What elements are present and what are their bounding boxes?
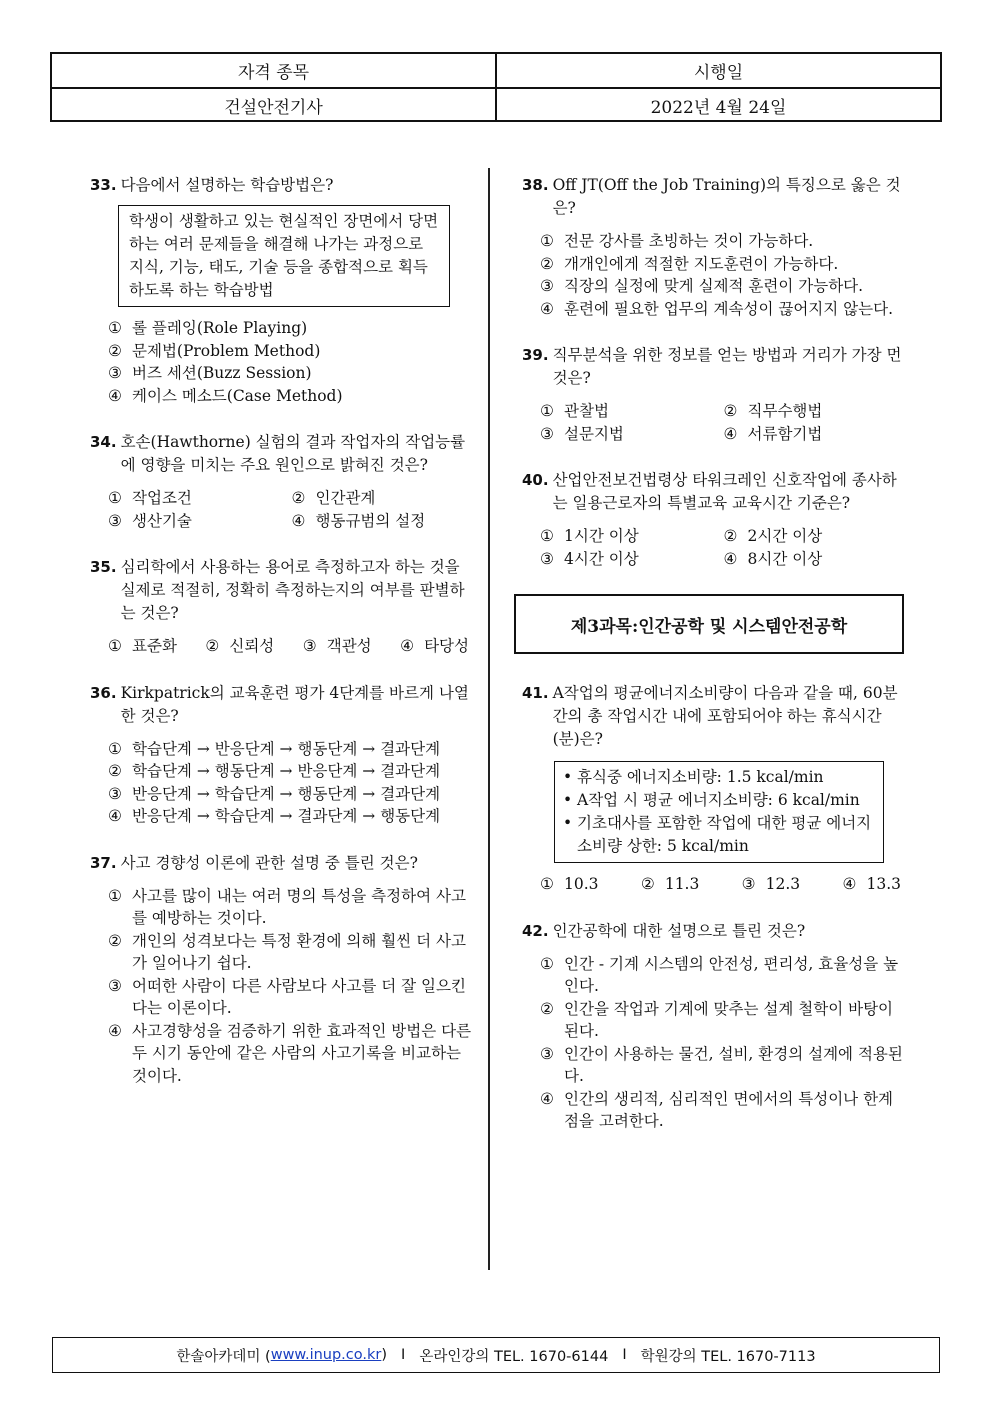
option[interactable]: ④ 13.3: [842, 875, 901, 893]
question-40: [522, 469, 907, 570]
option[interactable]: ④ 훈련에 필요한 업무의 계속성이 끊어지지 않는다.: [540, 299, 894, 318]
option[interactable]: ① 작업조건: [108, 489, 192, 507]
question-number: 34.: [90, 433, 117, 451]
question-text: Off JT(Off the Job Training)의 특징으로 옳은 것은?: [552, 176, 901, 217]
option[interactable]: ① 표준화: [108, 637, 177, 655]
option[interactable]: ② 학습단계 → 행동단계 → 반응단계 → 결과단계: [108, 762, 441, 780]
option[interactable]: ④ 인간의 생리적, 심리적인 면에서의 특성이나 한계점을 고려한다.: [540, 1089, 894, 1130]
option[interactable]: ② 직무수행법: [723, 402, 823, 420]
question-text: 사고 경향성 이론에 관한 설명 중 틀린 것은?: [120, 853, 418, 872]
question-text: 인간공학에 대한 설명으로 틀린 것은?: [552, 921, 806, 940]
options: [522, 230, 907, 320]
question-34: [90, 431, 475, 532]
options: [522, 400, 907, 445]
header-date-value: 2022년 4월 24일: [495, 89, 940, 122]
box-bullet: • A작업 시 평균 에너지소비량: 6 kcal/min: [563, 791, 860, 809]
header-subject-label: 자격 종목: [237, 63, 310, 83]
option[interactable]: ① 전문 강사를 초빙하는 것이 가능하다.: [540, 232, 814, 250]
options: [522, 873, 907, 896]
footer-academy: 한솔아카데미 (: [176, 1348, 271, 1365]
option[interactable]: ① 롤 플레잉(Role Playing): [108, 319, 308, 337]
question-number: 36.: [90, 683, 117, 702]
footer-website-link[interactable]: www.inup.co.kr: [270, 1347, 382, 1363]
question-38: [522, 174, 907, 320]
option[interactable]: ④ 타당성: [400, 637, 469, 655]
box-bullet: • 기초대사를 포함한 작업에 대한 평균 에너지소비량 상한: 5 kcal/min: [563, 814, 872, 855]
option[interactable]: ③ 설문지법: [540, 424, 624, 443]
option[interactable]: ① 인간 - 기계 시스템의 안전성, 편리성, 효율성을 높인다.: [540, 954, 899, 995]
question-37: [90, 852, 475, 1088]
option[interactable]: ① 학습단계 → 반응단계 → 행동단계 → 결과단계: [108, 739, 441, 758]
option[interactable]: ④ 8시간 이상: [723, 549, 823, 568]
footer-separator: I: [401, 1347, 406, 1363]
right-column: [522, 174, 907, 1157]
options: [90, 635, 475, 658]
question-text: 심리학에서 사용하는 용어로 측정하고자 하는 것을 실제로 적절히, 정확히 측정하는지의 여부를 판별하는 것은?: [120, 558, 465, 622]
option[interactable]: ② 11.3: [640, 875, 700, 893]
question-36: [90, 682, 475, 828]
option[interactable]: ③ 12.3: [741, 875, 801, 893]
question-text: A작업의 평균에너지소비량이 다음과 같을 때, 60분간의 총 작업시간 내에 포함되어야 하는 휴식시간(분)은?: [552, 684, 898, 748]
header-table: [50, 52, 942, 122]
options: [90, 317, 475, 407]
question-35: [90, 556, 475, 658]
left-column: [90, 174, 475, 1111]
options: [90, 487, 475, 532]
option[interactable]: ② 개인의 성격보다는 특정 환경에 의해 훨씬 더 사고가 일어나기 쉽다.: [108, 931, 466, 972]
option[interactable]: ② 개개인에게 적절한 지도훈련이 가능하다.: [540, 254, 839, 273]
option[interactable]: ④ 행동규범의 설정: [291, 511, 426, 530]
question-text: 호손(Hawthorne) 실험의 결과 작업자의 작업능률에 영향을 미치는 주요 원인으로 밝혀진 것은?: [120, 433, 466, 474]
option[interactable]: ② 인간관계: [291, 489, 376, 507]
section-title: 제3과목:인간공학 및 시스템안전공학: [514, 594, 904, 654]
option[interactable]: ③ 객관성: [302, 637, 372, 655]
box-bullet: • 휴식중 에너지소비량: 1.5 kcal/min: [563, 768, 824, 786]
option[interactable]: ① 10.3: [540, 875, 599, 893]
question-text: 다음에서 설명하는 학습방법은?: [120, 176, 334, 194]
footer-online-phone: 온라인강의 TEL. 1670-6144: [419, 1348, 609, 1365]
question-41: [522, 682, 907, 896]
option[interactable]: ③ 직장의 실정에 맞게 실제적 훈련이 가능하다.: [540, 277, 864, 295]
question-42: [522, 920, 907, 1133]
question-text: 산업안전보건법령상 타워크레인 신호작업에 종사하는 일용근로자의 특별교육 교육시간 기준은?: [552, 471, 897, 512]
option[interactable]: ② 신뢰성: [205, 637, 275, 655]
footer-offline-phone: 학원강의 TEL. 1670-7113: [640, 1348, 816, 1365]
question-number: 42.: [522, 921, 549, 940]
question-33: [90, 174, 475, 407]
options: [90, 738, 475, 828]
option[interactable]: ④ 사고경향성을 검증하기 위한 효과적인 방법은 다른 두 시기 동안에 같은 사람의 사고기록을 비교하는 것이다.: [108, 1021, 472, 1085]
option[interactable]: ④ 케이스 메소드(Case Method): [108, 386, 343, 405]
question-box: 학생이 생활하고 있는 현실적인 장면에서 당면하는 여러 문제들을 해결해 나가는 과정으로 지식, 기능, 태도, 기술 등을 종합적으로 획득하도록 하는 학습방법: [118, 205, 450, 307]
option[interactable]: ③ 버즈 세션(Buzz Session): [108, 364, 312, 382]
footer-separator: I: [622, 1347, 627, 1363]
option[interactable]: ③ 어떠한 사람이 다른 사람보다 사고를 더 잘 일으킨다는 이론이다.: [108, 976, 466, 1017]
options: [522, 525, 907, 570]
question-number: 38.: [522, 176, 549, 194]
options: [90, 885, 475, 1088]
option[interactable]: ① 사고를 많이 내는 여러 명의 특성을 측정하여 사고를 예방하는 것이다.: [108, 886, 466, 927]
option[interactable]: ① 1시간 이상: [540, 527, 639, 545]
question-text: Kirkpatrick의 교육훈련 평가 4단계를 바르게 나열한 것은?: [120, 683, 469, 725]
option[interactable]: ② 인간을 작업과 기계에 맞추는 설계 철학이 바탕이 된다.: [540, 999, 894, 1040]
question-number: 39.: [522, 346, 549, 364]
question-number: 35.: [90, 558, 117, 576]
header-date-label: 시행일: [495, 54, 940, 87]
question-39: [522, 344, 907, 445]
option[interactable]: ④ 서류함기법: [723, 424, 823, 443]
option[interactable]: ④ 반응단계 → 학습단계 → 결과단계 → 행동단계: [108, 807, 441, 825]
question-number: 33.: [90, 176, 117, 194]
option[interactable]: ③ 4시간 이상: [540, 549, 639, 568]
option[interactable]: ③ 생산기술: [108, 511, 192, 530]
question-number: 41.: [522, 684, 549, 702]
option[interactable]: ③ 반응단계 → 학습단계 → 행동단계 → 결과단계: [108, 784, 441, 803]
question-number: 37.: [90, 853, 117, 872]
footer-academy-close: ): [381, 1347, 388, 1363]
option[interactable]: ③ 인간이 사용하는 물건, 설비, 환경의 설계에 적용된다.: [540, 1044, 903, 1085]
options: [522, 953, 907, 1133]
footer: [52, 1337, 940, 1373]
question-text: 직무분석을 위한 정보를 얻는 방법과 거리가 가장 먼 것은?: [552, 346, 902, 387]
header-subject-value: 건설안전기사: [224, 98, 323, 118]
question-number: 40.: [522, 471, 549, 489]
option[interactable]: ② 문제법(Problem Method): [108, 341, 321, 360]
question-box: [554, 761, 884, 863]
option[interactable]: ① 관찰법: [540, 402, 609, 420]
option[interactable]: ② 2시간 이상: [723, 527, 823, 545]
column-divider: [488, 168, 490, 1270]
